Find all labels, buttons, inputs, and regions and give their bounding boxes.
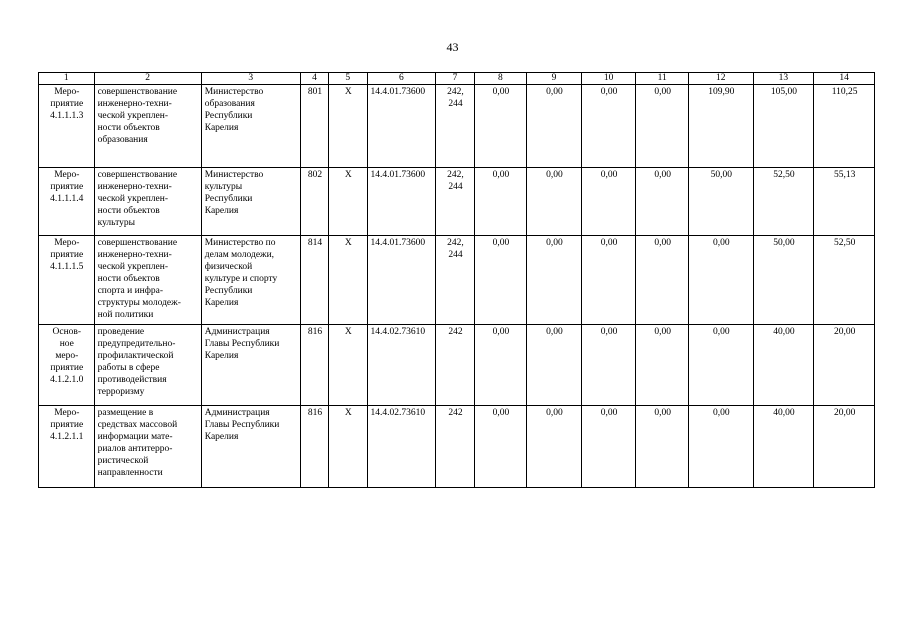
- cell-line: 4.1.2.1.1: [50, 432, 84, 442]
- cell-line: делам молодежи,: [204, 250, 275, 260]
- cell-line: приятие: [50, 99, 84, 109]
- cell-line: ческой укреплен-: [97, 194, 169, 204]
- column-header: 9: [527, 73, 582, 85]
- cell-line: приятие: [50, 420, 84, 430]
- value-col-8: 0,00: [474, 168, 527, 236]
- cell-line: ной политики: [97, 310, 154, 320]
- cell-line: проведение: [97, 327, 145, 337]
- value-col-8: 0,00: [474, 85, 527, 168]
- section-code: X: [329, 168, 367, 236]
- target-code: 14.4.01.73600: [367, 168, 436, 236]
- item-code: [39, 168, 95, 236]
- cell-line: 244: [448, 99, 463, 109]
- expense-code: [436, 168, 474, 236]
- item-description: [94, 168, 201, 236]
- cell-line: 242,: [447, 170, 464, 180]
- cell-line: Меро-: [54, 87, 80, 97]
- value-col-8: 0,00: [474, 325, 527, 406]
- value-col-14: 52,50: [814, 236, 875, 325]
- cell-line: профилактической: [97, 351, 174, 361]
- cell-line: Меро-: [54, 408, 80, 418]
- cell-line: направленности: [97, 468, 163, 478]
- cell-line: средствах массовой: [97, 420, 178, 430]
- value-col-12: 0,00: [688, 325, 753, 406]
- table-row: [39, 168, 875, 236]
- cell-line: приятие: [50, 182, 84, 192]
- value-col-10: 0,00: [581, 325, 636, 406]
- cell-line: 242,: [447, 87, 464, 97]
- section-code: X: [329, 325, 367, 406]
- value-col-10: 0,00: [581, 85, 636, 168]
- value-col-9: 0,00: [527, 406, 582, 488]
- cell-line: спорта и инфра-: [97, 286, 164, 296]
- cell-line: Карелия: [204, 298, 239, 308]
- cell-line: культуре и спорту: [204, 274, 278, 284]
- cell-line: ное: [59, 339, 74, 349]
- item-code: [39, 325, 95, 406]
- value-col-12: 0,00: [688, 406, 753, 488]
- expense-code: [436, 325, 474, 406]
- value-col-12: 109,90: [688, 85, 753, 168]
- column-header: 11: [636, 73, 689, 85]
- target-code: 14.4.01.73600: [367, 236, 436, 325]
- value-col-9: 0,00: [527, 325, 582, 406]
- page-number: 43: [446, 40, 459, 54]
- cell-line: Карелия: [204, 432, 239, 442]
- column-header: 1: [39, 73, 95, 85]
- cell-line: предупредительно-: [97, 339, 176, 349]
- cell-line: Администрация: [204, 408, 270, 418]
- column-header: 6: [367, 73, 436, 85]
- column-header: 2: [94, 73, 201, 85]
- cell-line: 244: [448, 182, 463, 192]
- value-col-11: 0,00: [636, 85, 689, 168]
- cell-line: Меро-: [54, 170, 80, 180]
- cell-line: 4.1.1.1.4: [50, 194, 84, 204]
- cell-line: физической: [204, 262, 253, 272]
- ministry-code: 814: [300, 236, 328, 325]
- column-header: 5: [329, 73, 367, 85]
- cell-line: структуры молодеж-: [97, 298, 181, 308]
- item-description: [94, 236, 201, 325]
- cell-line: инженерно-техни-: [97, 99, 172, 109]
- cell-line: культуры: [97, 218, 136, 228]
- value-col-14: 110,25: [814, 85, 875, 168]
- value-col-13: 50,00: [753, 236, 814, 325]
- section-code: X: [329, 236, 367, 325]
- table-row: [39, 406, 875, 488]
- table-row: [39, 325, 875, 406]
- value-col-11: 0,00: [636, 168, 689, 236]
- cell-line: ристической: [97, 456, 149, 466]
- value-col-13: 40,00: [753, 325, 814, 406]
- ministry-code: 802: [300, 168, 328, 236]
- cell-line: противодействия: [97, 375, 167, 385]
- ministry-code: 801: [300, 85, 328, 168]
- value-col-10: 0,00: [581, 236, 636, 325]
- value-col-8: 0,00: [474, 236, 527, 325]
- item-description: [94, 325, 201, 406]
- cell-line: ческой укреплен-: [97, 262, 169, 272]
- value-col-9: 0,00: [527, 85, 582, 168]
- responsible-body: [201, 236, 300, 325]
- table-row: [39, 236, 875, 325]
- value-col-14: 55,13: [814, 168, 875, 236]
- cell-line: приятие: [50, 363, 84, 373]
- column-header: 12: [688, 73, 753, 85]
- cell-line: Министерство: [204, 87, 264, 97]
- cell-line: ческой укреплен-: [97, 111, 169, 121]
- section-code: X: [329, 85, 367, 168]
- column-header: 7: [436, 73, 474, 85]
- cell-line: образования: [204, 99, 255, 109]
- item-description: [94, 406, 201, 488]
- value-col-9: 0,00: [527, 168, 582, 236]
- cell-line: терроризму: [97, 387, 145, 397]
- cell-line: риалов антитерро-: [97, 444, 173, 454]
- cell-line: ности объектов: [97, 206, 160, 216]
- value-col-9: 0,00: [527, 236, 582, 325]
- item-code: [39, 236, 95, 325]
- cell-line: информации мате-: [97, 432, 173, 442]
- value-col-12: 50,00: [688, 168, 753, 236]
- cell-line: Республики: [204, 286, 253, 296]
- responsible-body: [201, 168, 300, 236]
- cell-line: меро-: [55, 351, 79, 361]
- cell-line: совершенствование: [97, 238, 178, 248]
- value-col-13: 40,00: [753, 406, 814, 488]
- value-col-14: 20,00: [814, 406, 875, 488]
- cell-line: ности объектов: [97, 123, 160, 133]
- ministry-code: 816: [300, 325, 328, 406]
- item-description: [94, 85, 201, 168]
- ministry-code: 816: [300, 406, 328, 488]
- value-col-13: 105,00: [753, 85, 814, 168]
- value-col-11: 0,00: [636, 325, 689, 406]
- cell-line: 242: [448, 408, 463, 418]
- responsible-body: [201, 325, 300, 406]
- section-code: X: [329, 406, 367, 488]
- value-col-8: 0,00: [474, 406, 527, 488]
- cell-line: Республики: [204, 194, 253, 204]
- item-code: [39, 406, 95, 488]
- cell-line: образования: [97, 135, 148, 145]
- value-col-10: 0,00: [581, 406, 636, 488]
- header-row: [39, 73, 875, 85]
- column-header: 3: [201, 73, 300, 85]
- cell-line: 4.1.2.1.0: [50, 375, 84, 385]
- target-code: 14.4.02.73610: [367, 325, 436, 406]
- cell-line: Карелия: [204, 351, 239, 361]
- column-header: 13: [753, 73, 814, 85]
- cell-line: Меро-: [54, 238, 80, 248]
- column-header: 4: [300, 73, 328, 85]
- cell-line: инженерно-техни-: [97, 250, 172, 260]
- expense-code: [436, 406, 474, 488]
- cell-line: совершенствование: [97, 170, 178, 180]
- cell-line: работы в сфере: [97, 363, 160, 373]
- responsible-body: [201, 406, 300, 488]
- budget-table: [38, 72, 875, 488]
- cell-line: 4.1.1.1.5: [50, 262, 84, 272]
- cell-line: приятие: [50, 250, 84, 260]
- cell-line: Администрация: [204, 327, 270, 337]
- cell-line: 244: [448, 250, 463, 260]
- target-code: 14.4.01.73600: [367, 85, 436, 168]
- item-code: [39, 85, 95, 168]
- expense-code: [436, 236, 474, 325]
- expense-code: [436, 85, 474, 168]
- cell-line: Главы Республики: [204, 339, 280, 349]
- cell-line: Основ-: [52, 327, 82, 337]
- cell-line: Карелия: [204, 123, 239, 133]
- column-header: 8: [474, 73, 527, 85]
- value-col-11: 0,00: [636, 406, 689, 488]
- cell-line: Карелия: [204, 206, 239, 216]
- column-header: 14: [814, 73, 875, 85]
- value-col-13: 52,50: [753, 168, 814, 236]
- cell-line: инженерно-техни-: [97, 182, 172, 192]
- target-code: 14.4.02.73610: [367, 406, 436, 488]
- value-col-11: 0,00: [636, 236, 689, 325]
- value-col-14: 20,00: [814, 325, 875, 406]
- cell-line: Министерство: [204, 170, 264, 180]
- responsible-body: [201, 85, 300, 168]
- cell-line: Республики: [204, 111, 253, 121]
- value-col-12: 0,00: [688, 236, 753, 325]
- table-row: [39, 85, 875, 168]
- cell-line: размещение в: [97, 408, 154, 418]
- cell-line: 242,: [447, 238, 464, 248]
- value-col-10: 0,00: [581, 168, 636, 236]
- column-header: 10: [581, 73, 636, 85]
- cell-line: ности объектов: [97, 274, 160, 284]
- cell-line: Министерство по: [204, 238, 276, 248]
- cell-line: совершенствование: [97, 87, 178, 97]
- cell-line: культуры: [204, 182, 243, 192]
- cell-line: Главы Республики: [204, 420, 280, 430]
- cell-line: 4.1.1.1.3: [50, 111, 84, 121]
- cell-line: 242: [448, 327, 463, 337]
